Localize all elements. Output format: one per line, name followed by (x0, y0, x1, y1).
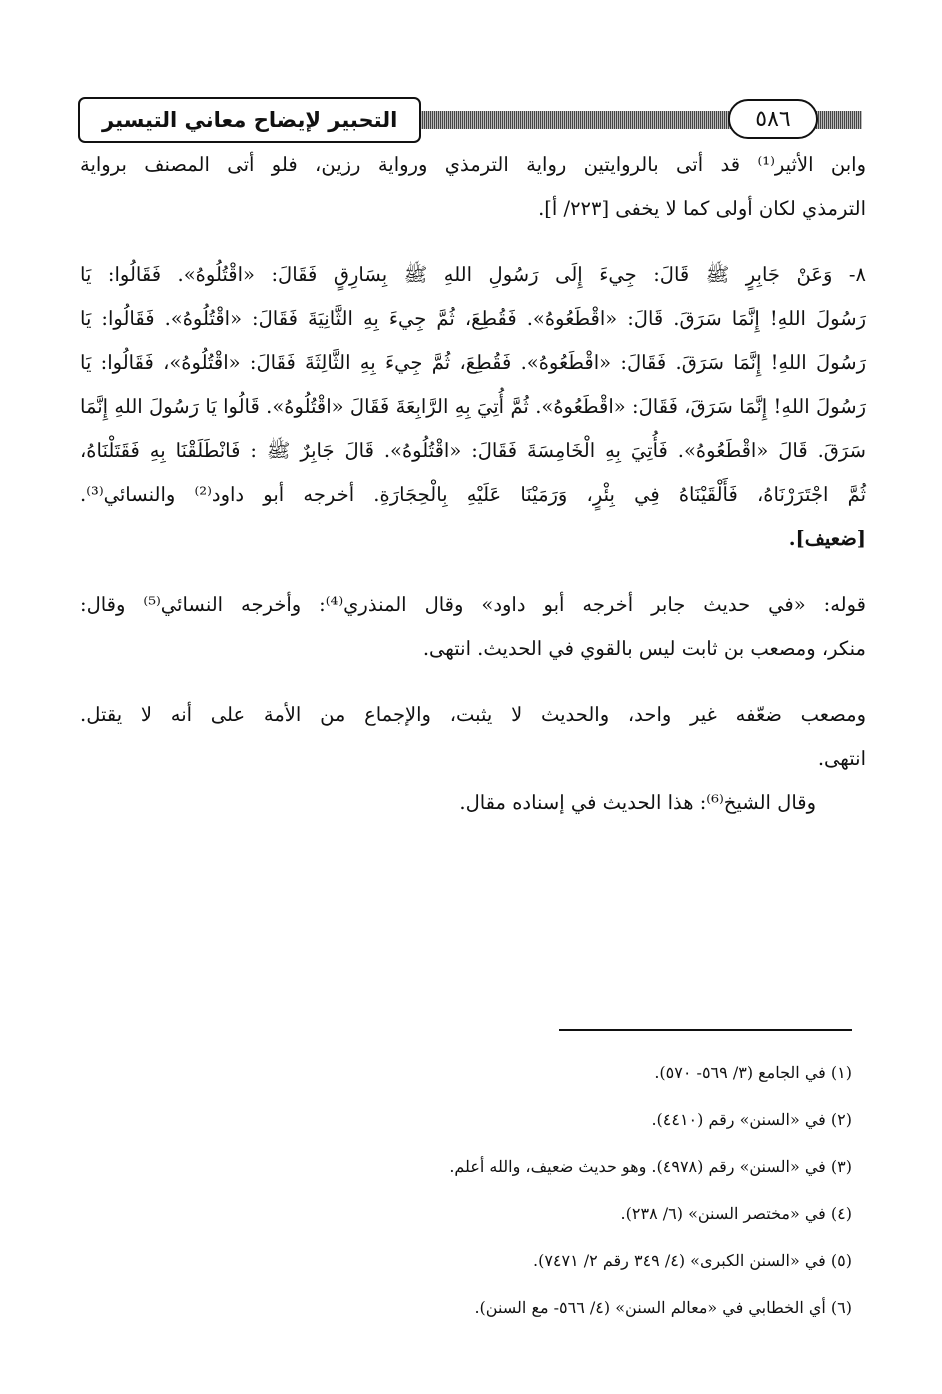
footnote-separator (559, 1029, 852, 1031)
hadith-line: رَسُولَ اللهِ! إِنَّمَا سَرَقَ. قَالَ: «اقْطَعُوهُ». فَقُطِعَ، ثُمَّ جِيءَ بِهِ الثَّانِيَةَ فَقَالَ: «اقْتُلُوهُ». فَقَالُوا: يَا (80, 307, 866, 330)
footnote: (٣) في «السنن» رقم (٤٩٧٨). وهو حديث ضعيف، والله أعلم. (449, 1157, 852, 1176)
footnote: (٢) في «السنن» رقم (٤٤١٠). (651, 1110, 852, 1129)
grading: [ضعيف]. (788, 527, 866, 550)
page-number: ٥٨٦ (728, 99, 818, 139)
text-line: وابن الأثير⁽¹⁾ قد أتى بالروايتين رواية الترمذي ورواية رزين، فلو أتى المصنف برواية (80, 153, 866, 176)
text-line: الترمذي لكان أولى كما لا يخفى [٢٢٣/ أ]. (538, 197, 866, 220)
commentary-line: قوله: «في حديث جابر أخرجه أبو داود» وقال المنذري⁽⁴⁾: وأخرجه النسائي⁽⁵⁾ وقال: (80, 593, 866, 616)
commentary-line: وقال الشيخ⁽⁶⁾: هذا الحديث في إسناده مقال. (459, 791, 816, 814)
hadith-line: ثُمَّ اجْتَرَرْنَاهُ، فَأَلْقَيْنَاهُ فِي بِئْرٍ، وَرَمَيْنَا عَلَيْهِ بِالْحِجَارَةِ. أخرجه أبو داود⁽²⁾ والنسائي⁽³⁾. (80, 483, 866, 506)
footnote: (٦) أي الخطابي في «معالم السنن» (٤/ ٥٦٦- مع السنن). (474, 1298, 852, 1317)
main-text (80, 150, 866, 832)
commentary-line: انتهى. (817, 747, 866, 770)
hadith-line: سَرَقَ. قَالَ «اقْطَعُوهُ». فَأُتِيَ بِهِ الْخَامِسَةَ فَقَالَ: «اقْتُلُوهُ». قَالَ جَابِرٌ ﷺ : فَانْطَلَقْنَا بِهِ فَقَتَلْنَاهُ، (80, 439, 866, 462)
footnote: (٤) في «مختصر السنن» (٦/ ٢٣٨). (620, 1204, 852, 1223)
hadith-line: رَسُولَ اللهِ! إِنَّمَا سَرَقَ، فَقَالَ: «اقْطَعُوهُ». ثُمَّ أُتِيَ بِهِ الرَّابِعَةَ فَقَالَ «اقْتُلُوهُ». قَالُوا يَا رَسُولَ اللهِ إِنَّمَا (80, 395, 866, 418)
book-title: التحبير لإيضاح معاني التيسير (78, 97, 421, 143)
commentary-line: منكر، ومصعب بن ثابت ليس بالقوي في الحديث. انتهى. (422, 637, 866, 660)
page-header (78, 95, 862, 143)
hadith-line: ٨- وَعَنْ جَابِرٍ ﷺ قَالَ: جِيءَ إِلَى رَسُولِ اللهِ ﷺ بِسَارِقٍ فَقَالَ: «اقْتُلُوهُ». فَقَالُوا: يَا (80, 263, 866, 286)
footnote: (١) في الجامع (٣/ ٥٦٩- ٥٧٠). (654, 1063, 852, 1082)
hadith-line: رَسُولَ اللهِ! إِنَّمَا سَرَقَ. فَقَالَ: «اقْطَعُوهُ». فَقُطِعَ، ثُمَّ جِيءَ بِهِ الثَّالِثَةَ فَقَالَ: «اقْتُلُوهُ»، فَقَالُوا: يَا (80, 351, 866, 374)
commentary-line: ومصعب ضعّفه غير واحد، والحديث لا يثبت، والإجماع من الأمة على أنه لا يقتل. (80, 703, 866, 726)
footnotes (449, 1062, 852, 1344)
footnote: (٥) في «السنن الكبرى» (٤/ ٣٤٩ رقم ٢/ ٧٤٧١). (532, 1251, 852, 1270)
